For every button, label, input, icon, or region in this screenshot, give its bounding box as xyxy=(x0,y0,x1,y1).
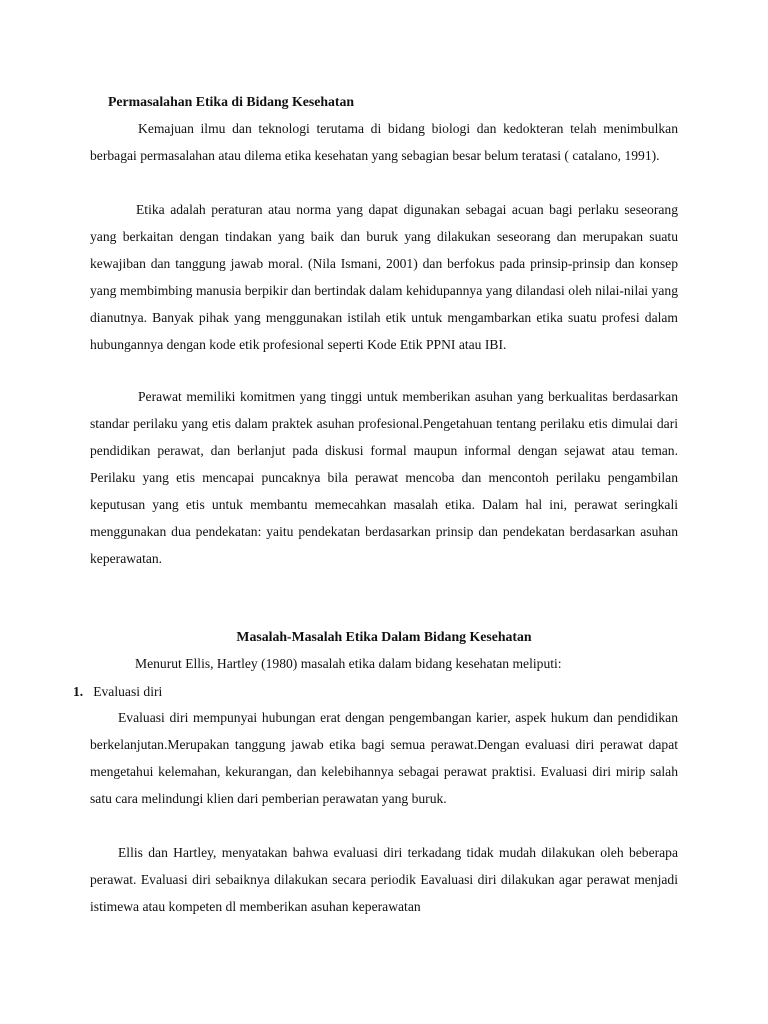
paragraph-etika-definisi: Etika adalah peraturan atau norma yang dapat digunakan sebagai acuan bagi perlaku seseorang yang berkaitan dengan tindakan yang baik dan buruk yang dilakukan seseorang dan merupakan suatu kewajiban dan tanggung jawab moral. (Nila Ismani, 2001) dan berfokus pada prinsip-prinsip dan konsep yang membimbing manusia berpikir dan bertindak dalam kehidupannya yang dilandasi oleh nilai-nilai yang dianutnya. Banyak pihak yang menggunakan istilah etik untuk mengambarkan etika suatu profesi dalam hubungannya dengan kode etik profesional seperti Kode Etik PPNI atau IBI. xyxy=(90,202,678,352)
section-title-permasalahan-etika: Permasalahan Etika di Bidang Kesehatan xyxy=(108,94,355,109)
list-item-evaluasi-diri xyxy=(73,682,162,702)
paragraph-perawat-komitmen: Perawat memiliki komitmen yang tinggi untuk memberikan asuhan yang berkualitas berdasarkan standar perilaku yang etis dalam praktek asuhan profesional.Pengetahuan tentang perilaku etis dimulai dari pendidikan perawat, dan berlanjut pada diskusi formal maupun informal dengan sejawat atau teman. Perilaku yang etis mencapai puncaknya bila perawat mencoba dan mencontoh perilaku pengambilan keputusan yang etis untuk membantu memecahkan masalah etika. Dalam hal ini, perawat seringkali menggunakan dua pendekatan: yaitu pendekatan berdasarkan prinsip dan pendekatan berdasarkan asuhan keperawatan. xyxy=(90,389,678,566)
section-title-masalah-etika: Masalah-Masalah Etika Dalam Bidang Kesehatan xyxy=(236,629,532,644)
list-item-label: Evaluasi diri xyxy=(93,684,163,699)
paragraph-ellis-hartley: Ellis dan Hartley, menyatakan bahwa evaluasi diri terkadang tidak mudah dilakukan oleh beberapa perawat. Evaluasi diri sebaiknya dilakukan secara periodik Eavaluasi diri dilakukan agar perawat menjadi istimewa atau kompeten dl memberikan asuhan keperawatan xyxy=(90,845,678,914)
intro-menurut-ellis: Menurut Ellis, Hartley (1980) masalah etika dalam bidang kesehatan meliputi: xyxy=(135,656,562,671)
paragraph-evaluasi-diri: Evaluasi diri mempunyai hubungan erat dengan pengembangan karier, aspek hukum dan pendidikan berkelanjutan.Merupakan tanggung jawab etika bagi semua perawat.Dengan evaluasi diri perawat dapat mengetahui kelemahan, kekurangan, dan kelebihannya sebagai perawat praktisi. Evaluasi diri mirip salah satu cara melindungi klien dari pemberian perawatan yang buruk. xyxy=(90,710,678,806)
paragraph-kemajuan-ilmu: Kemajuan ilmu dan teknologi terutama di bidang biologi dan kedokteran telah menimbulkan berbagai permasalahan atau dilema etika kesehatan yang sebagian besar belum teratasi ( catalano, 1991). xyxy=(90,121,678,163)
list-number: 1. xyxy=(73,684,84,699)
